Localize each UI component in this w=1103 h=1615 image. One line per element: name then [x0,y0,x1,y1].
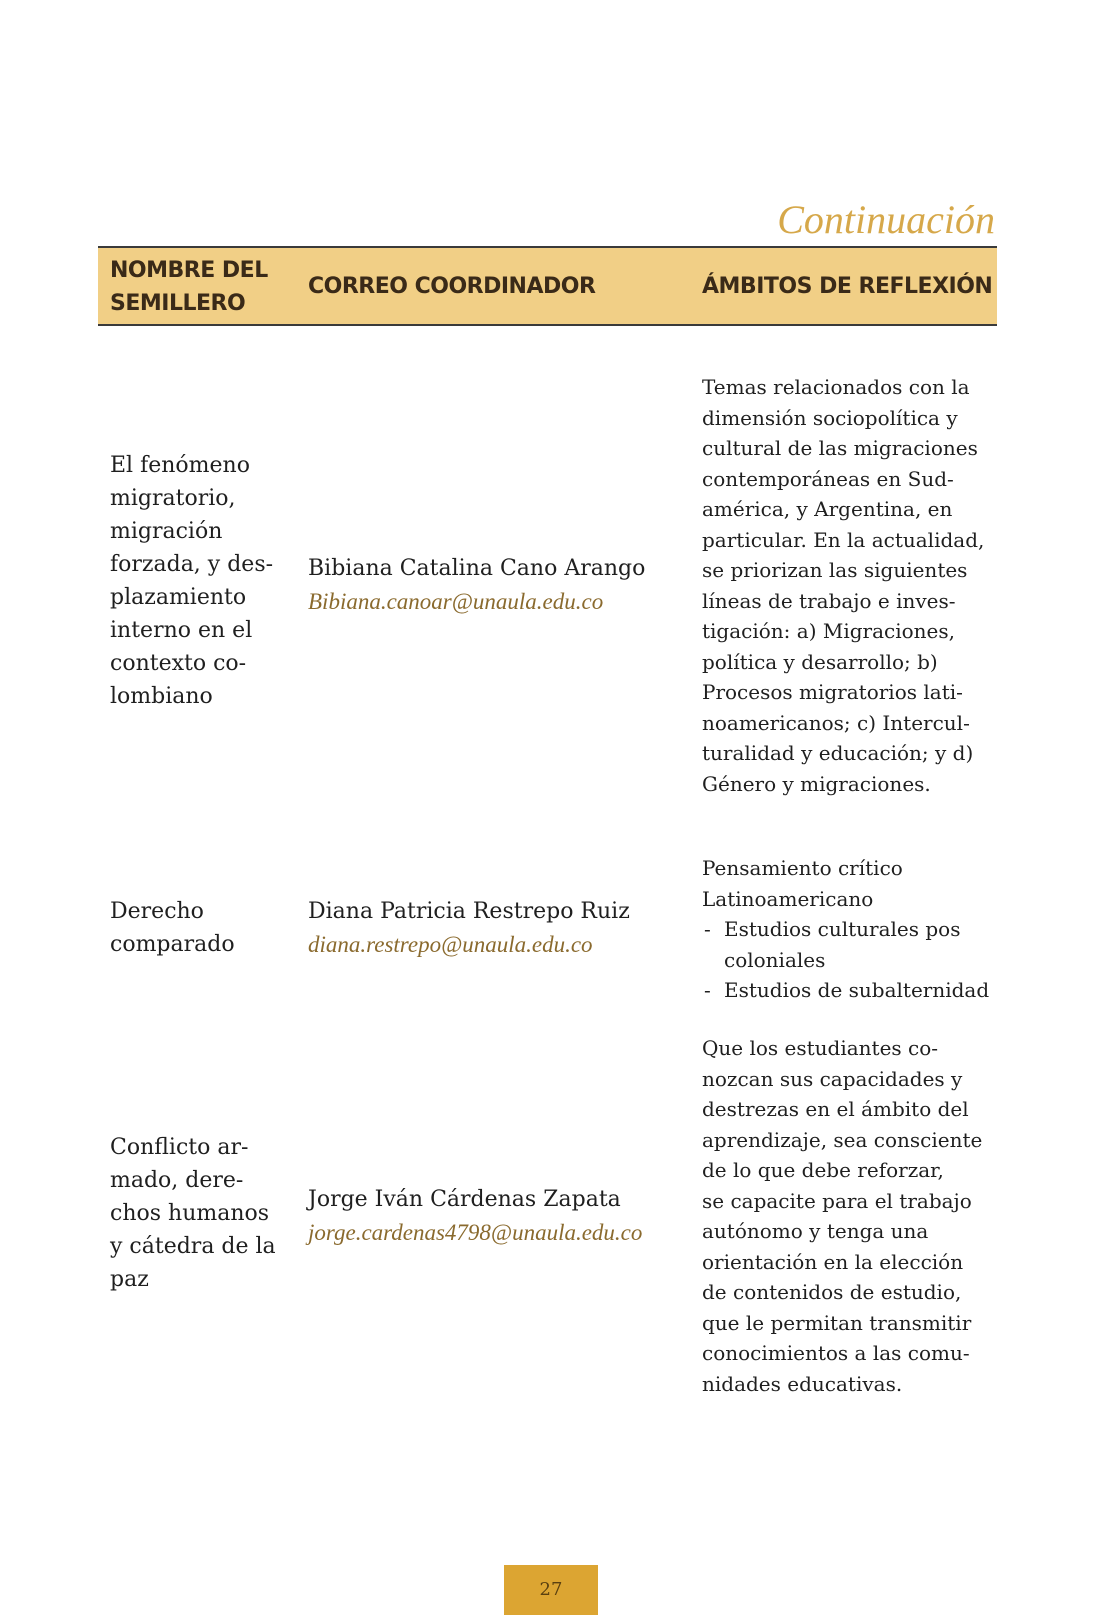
scope-line: Pensamiento crítico [702,856,903,880]
scope-text [702,372,1002,799]
scope-line: turalidad y educación; y d) [702,741,974,765]
scope-line: política y desarrollo; b) [702,649,938,674]
semillero-name: El fenómeno migratorio, migración forzada, y des-plazamiento interno en el contexto co-lombiano [110,453,274,709]
scope-line: Que los estudiantes co- [702,1036,939,1060]
scope-line: autónomo y tenga una [702,1219,929,1243]
coordinator-cell [308,552,688,618]
semillero-name: Conflicto ar-mado, dere-chos humanos y cátedra de la paz [110,1135,276,1292]
scope-line: Procesos migratorios lati- [702,680,963,704]
scope-line: Temas relacionados con la [702,375,970,399]
column-header-email: CORREO COORDINADOR [308,274,596,299]
page-number: 27 [504,1565,598,1615]
coordinator-name: Jorge Iván Cárdenas Zapata [308,1187,621,1212]
scope-line: se capacite para el trabajo [702,1188,972,1213]
scope-line: se priorizan las siguientes [702,558,968,582]
scope-line: conocimientos a las comu- [702,1341,970,1365]
coordinator-name: Diana Patricia Restrepo Ruiz [308,899,630,924]
scope-text [702,1033,1002,1399]
scope-line: de contenidos de estudio, [702,1280,962,1304]
scope-line: tigación: a) Migraciones, [702,619,955,643]
scope-line: particular. En la actualidad, [702,527,985,552]
scope-text [702,853,1002,1006]
coordinator-email-link[interactable]: Bibiana.canoar@unaula.edu.co [308,589,604,614]
column-header-scope: ÁMBITOS DE REFLEXIÓN [702,274,993,299]
coordinator-cell [308,895,688,961]
coordinator-cell [308,1183,688,1249]
semillero-name: Derecho comparado [110,899,235,957]
coordinator-name: Bibiana Catalina Cano Arango [308,556,646,581]
table-header [98,246,997,326]
column-header-name: NOMBRE DEL SEMILLERO [110,258,268,316]
scope-line: Género y migraciones. [702,771,931,796]
scope-line: de lo que debe reforzar, [702,1158,944,1182]
scope-line: contemporáneas en Sud- [702,466,954,491]
scope-line: noamericanos; c) Intercul- [702,710,970,735]
scope-list-item: - Estudios de subalternidad [702,975,1002,1006]
scope-line: líneas de trabajo e inves- [702,588,956,613]
scope-line: nozcan sus capacidades y [702,1066,963,1091]
scope-line: destrezas en el ámbito del [702,1097,969,1121]
scope-line: nidades educativas. [702,1371,903,1396]
coordinator-email-link[interactable]: diana.restrepo@unaula.edu.co [308,932,593,957]
scope-line: orientación en la elección [702,1249,964,1274]
scope-line: cultural de las migraciones [702,436,978,460]
scope-line: dimensión sociopolítica y [702,405,958,430]
scope-line: aprendizaje, sea consciente [702,1127,983,1152]
continuation-label: Continuación [777,197,995,242]
coordinator-email-link[interactable]: jorge.cardenas4798@unaula.edu.co [308,1220,643,1245]
scope-list-item: - Estudios culturales pos coloniales [702,914,1002,975]
scope-list [702,914,1002,1006]
scope-line: américa, y Argentina, en [702,497,953,521]
scope-line: que le permitan transmitir [702,1310,972,1335]
scope-line: Latinoamericano [702,886,874,911]
